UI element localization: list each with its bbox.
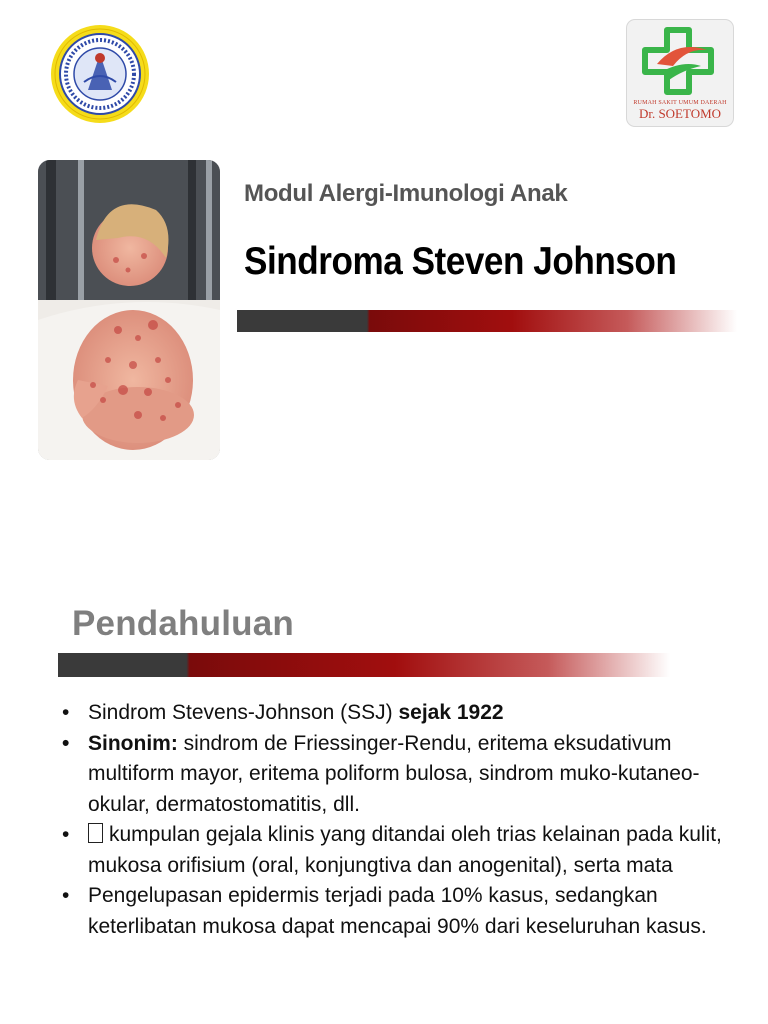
list-item	[60, 698, 760, 729]
list-item	[60, 820, 760, 881]
patient-photo	[38, 160, 220, 460]
bullet-list	[60, 698, 760, 942]
hospital-name-line2: Dr. SOETOMO	[638, 106, 722, 121]
bullet-bold-text: sejak 1922	[398, 701, 504, 724]
missing-glyph-box-icon	[88, 823, 103, 843]
hospital-logo	[627, 20, 733, 126]
bullet-text: Pengelupasan epidermis terjadi pada 10% kasus, sedangkan keterlibatan mukosa dapat mencapai 90% dari keseluruhan kasus.	[88, 884, 707, 938]
list-item	[60, 729, 760, 821]
bullet-text: sindrom de Friessinger-Rendu, eritema eksudativum multiform mayor, eritema poliform bulosa, sindrom muko-kutaneo-okular, dermatostomatitis, dll.	[88, 731, 700, 816]
section-divider-bar	[58, 653, 670, 677]
list-item	[60, 881, 760, 942]
section-heading: Pendahuluan	[72, 604, 294, 643]
bullet-text: kumpulan gejala klinis yang ditandai oleh trias kelainan pada kulit, mukosa orifisium (oral, konjungtiva dan anogenital), serta mata	[88, 823, 722, 877]
module-subtitle: Modul Alergi-Imunologi Anak	[244, 180, 568, 207]
bullet-bold-text: Sinonim:	[88, 731, 178, 755]
content-slide	[0, 512, 768, 1024]
university-seal-icon	[50, 24, 150, 124]
hospital-cross-icon	[627, 20, 733, 100]
title-divider-bar	[237, 310, 737, 332]
bullet-text: Sindrom Stevens-Johnson (SSJ)	[88, 701, 399, 724]
hospital-name-line1: RUMAH SAKIT UMUM DAERAH	[633, 100, 727, 106]
slide-title: Sindroma Steven Johnson	[244, 240, 677, 283]
